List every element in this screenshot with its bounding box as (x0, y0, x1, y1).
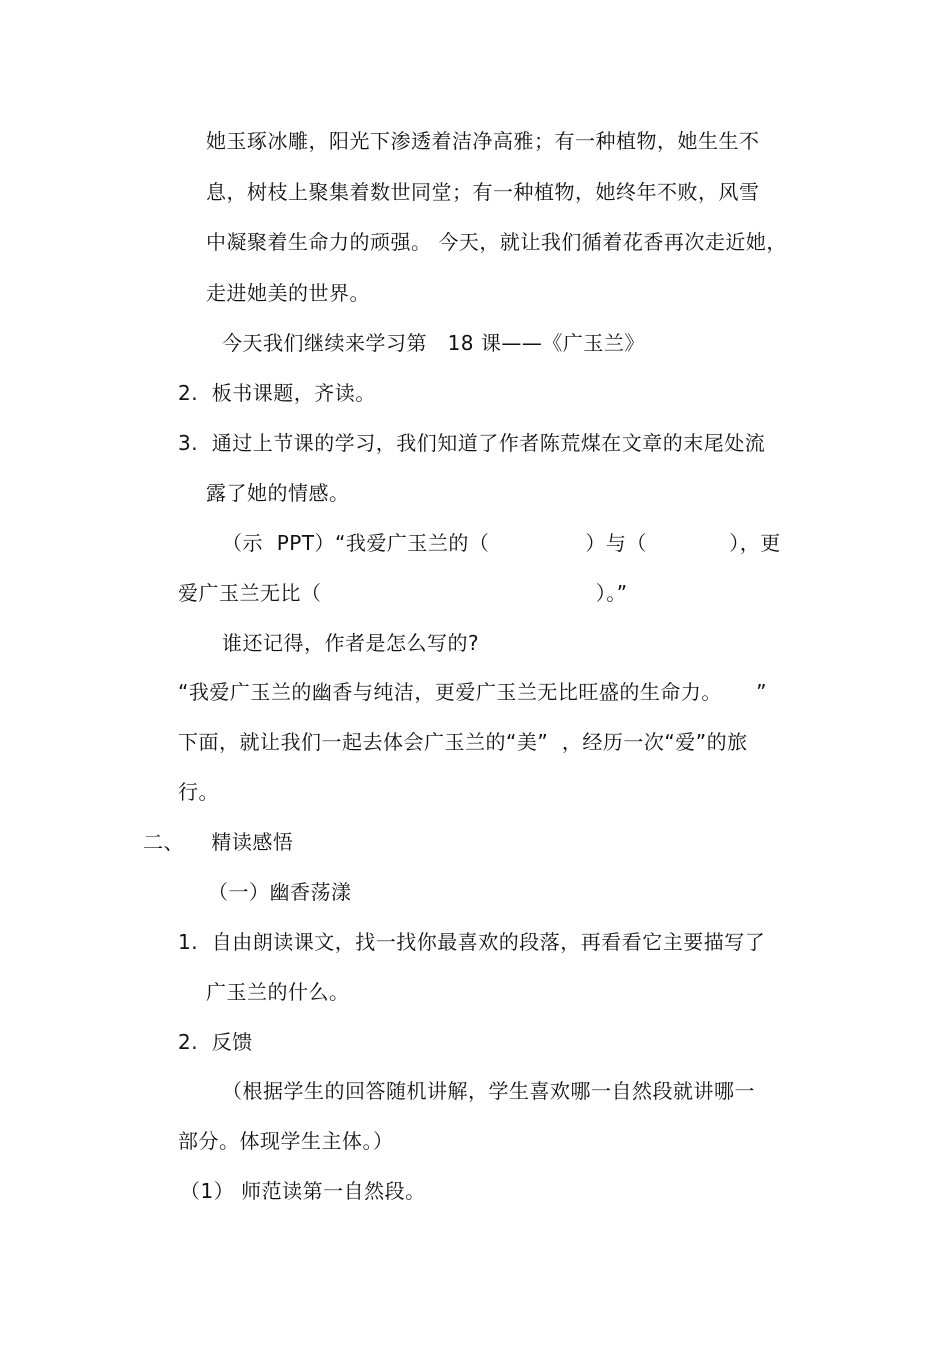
text-line-5: 今天我们继续来学习第 18 课——《广玉兰》 (222, 331, 645, 355)
list-item-2: 2. 板书课题，齐读。 (178, 381, 376, 405)
text-line-3: 中凝聚着生命力的顽强。 今天，就让我们循着花香再次走近她， (206, 230, 787, 254)
text-line-14: 行。 (178, 780, 219, 804)
step-line-1: （1） 师范读第一自然段。 (180, 1179, 426, 1203)
ppt-fill-blank-line-1: （示 PPT）“我爱广玉兰的（ ）与（ ），更 (222, 531, 781, 555)
text-line-2: 息，树枝上聚集着数世同堂；有一种植物，她终年不败，风雪 (206, 180, 760, 204)
section-heading-2: 二、 精读感悟 (143, 830, 294, 854)
quote-line: “我爱广玉兰的幽香与纯洁，更爱广玉兰无比旺盛的生命力。 ” (178, 680, 768, 704)
ppt-fill-blank-line-2: 爱广玉兰无比（ ）。” (178, 581, 628, 605)
note-line-1: （根据学生的回答随机讲解，学生喜欢哪一自然段就讲哪一 (222, 1079, 755, 1103)
text-line-4: 走进她美的世界。 (206, 281, 370, 305)
list-item-2-feedback: 2. 反馈 (178, 1030, 253, 1054)
list-item-3: 3. 通过上节课的学习，我们知道了作者陈荒煤在文章的末尾处流 (178, 431, 766, 455)
text-line-18: 广玉兰的什么。 (206, 980, 350, 1004)
note-line-2: 部分。体现学生主体。） (178, 1129, 394, 1153)
text-line-1: 她玉琢冰雕，阳光下渗透着洁净高雅；有一种植物，她生生不 (206, 129, 760, 153)
text-line-8: 露了她的情感。 (206, 481, 350, 505)
subsection-heading-1: （一）幽香荡漾 (208, 880, 352, 904)
text-line-13: 下面，就让我们一起去体会广玉兰的“美” ，经历一次“爱”的旅 (178, 730, 748, 754)
list-item-1: 1. 自由朗读课文，找一找你最喜欢的段落，再看看它主要描写了 (178, 930, 766, 954)
question-line: 谁还记得，作者是怎么写的? (222, 631, 480, 655)
